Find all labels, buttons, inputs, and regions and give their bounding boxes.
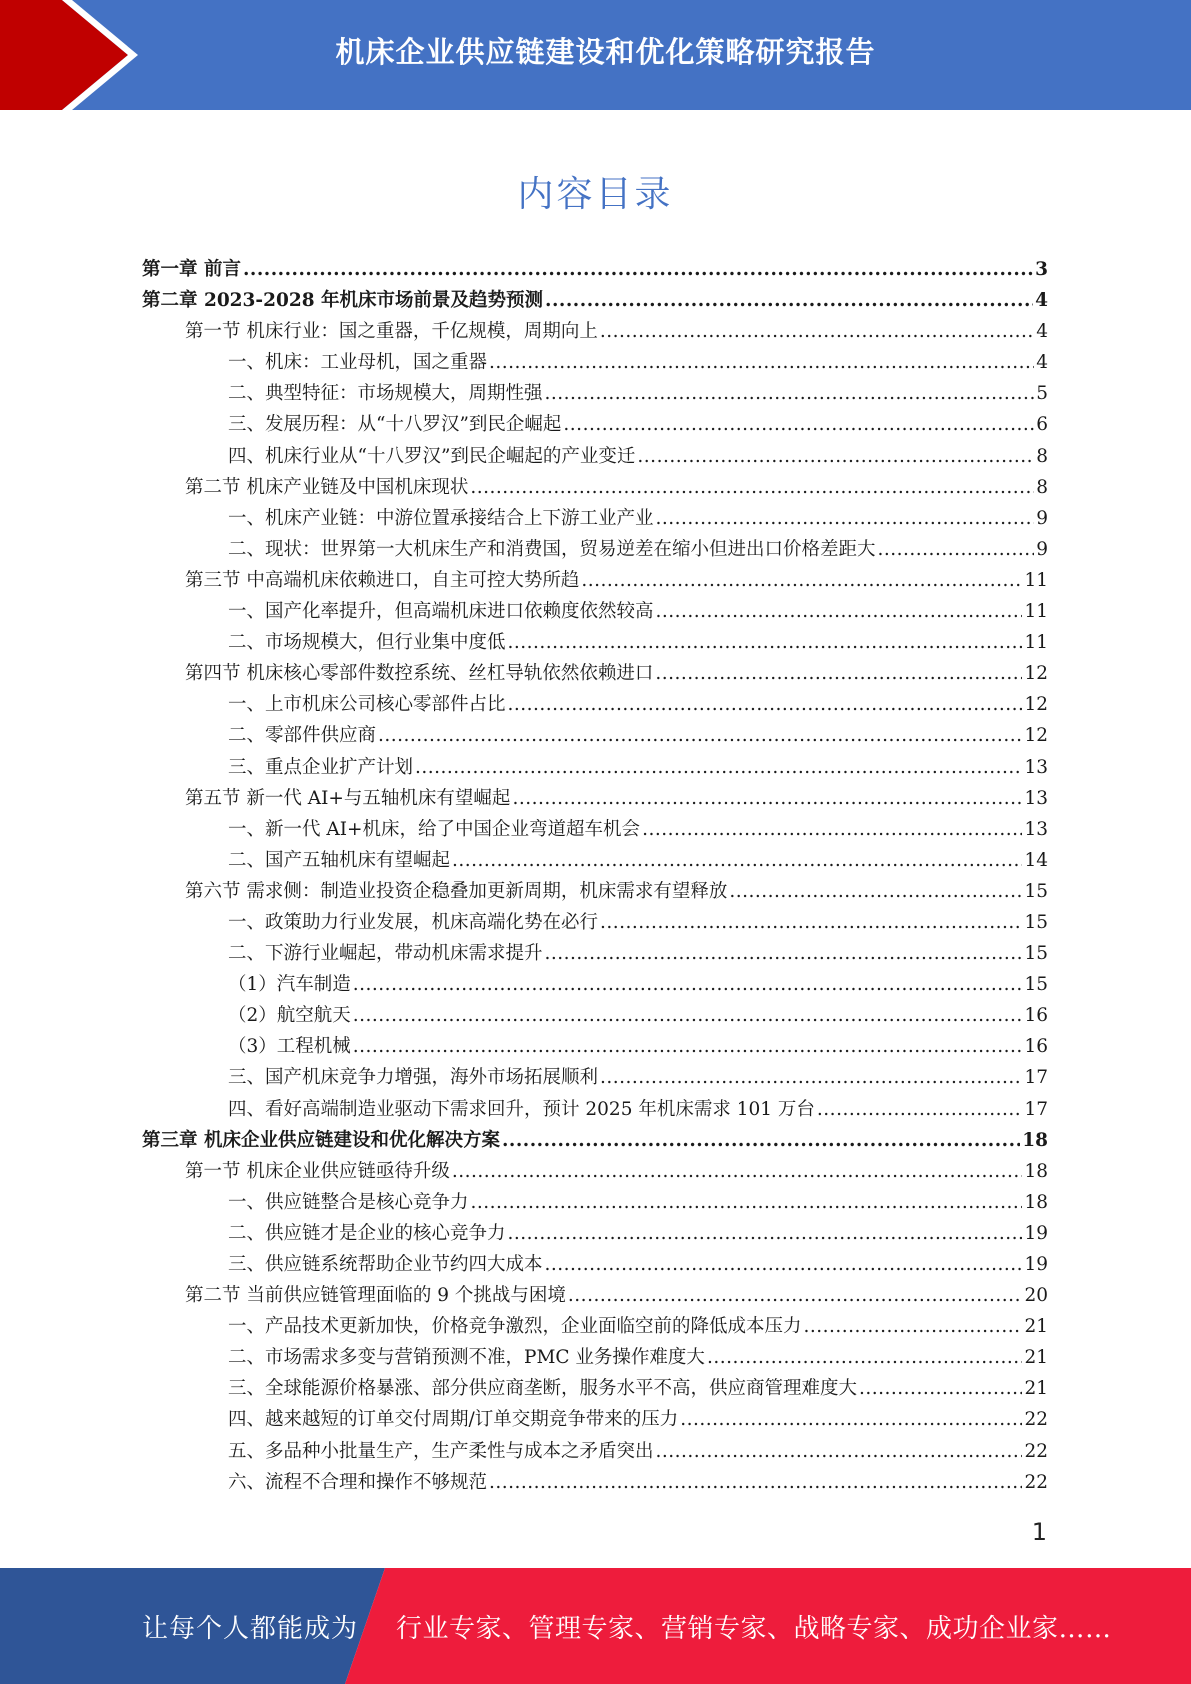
toc-entry-text: 二、下游行业崛起，带动机床需求提升: [228, 943, 543, 965]
toc-entry-text: 二、市场规模大，但行业集中度低: [228, 632, 506, 654]
toc-entry-page: 8: [1036, 445, 1048, 467]
toc-entry[interactable]: [142, 1125, 1048, 1156]
toc-entry[interactable]: [142, 938, 1048, 969]
toc-entry[interactable]: [142, 441, 1048, 472]
toc-entry[interactable]: [142, 1156, 1048, 1187]
toc-dot-leader: [508, 689, 1023, 713]
toc-entry-text: 第三章 机床企业供应链建设和优化解决方案: [142, 1129, 500, 1151]
toc-entry[interactable]: [142, 1280, 1048, 1311]
toc-entry-page: 13: [1024, 818, 1048, 840]
toc-dot-leader: [545, 378, 1035, 402]
toc-entry[interactable]: [142, 627, 1048, 658]
toc-dot-leader: [353, 1031, 1023, 1055]
toc-entry-page: 18: [1024, 1160, 1048, 1182]
toc-entry-page: 18: [1024, 1191, 1048, 1213]
toc-entry-text: 三、发展历程：从“十八罗汉”到民企崛起: [228, 414, 562, 436]
toc-entry[interactable]: [142, 378, 1048, 409]
toc-entry-text: 第四节 机床核心零部件数控系统、丝杠导轨依然依赖进口: [185, 663, 654, 685]
toc-dot-leader: [859, 1373, 1022, 1397]
toc-entry-page: 14: [1024, 849, 1048, 871]
toc-dot-leader: [512, 783, 1022, 807]
toc-entry-text: 第六节 需求侧：制造业投资企稳叠加更新周期，机床需求有望释放: [185, 880, 728, 902]
toc-entry-page: 12: [1024, 725, 1048, 747]
toc-entry-page: 12: [1024, 663, 1048, 685]
toc-entry-text: 第一节 机床企业供应链亟待升级: [185, 1160, 450, 1182]
toc-entry[interactable]: [142, 1249, 1048, 1280]
header-band: [0, 0, 1191, 110]
toc-entry[interactable]: [142, 1062, 1048, 1093]
toc-entry-page: 12: [1024, 694, 1048, 716]
toc-dot-leader: [729, 876, 1022, 900]
toc-entry-text: 一、机床：工业母机，国之重器: [228, 352, 488, 374]
toc-entry-page: 15: [1024, 880, 1048, 902]
toc-dot-leader: [489, 1467, 1022, 1491]
toc-entry[interactable]: [142, 254, 1048, 285]
toc-entry[interactable]: [142, 347, 1048, 378]
toc-entry[interactable]: [142, 752, 1048, 783]
toc-entry[interactable]: [142, 969, 1048, 1000]
toc-entry[interactable]: [142, 814, 1048, 845]
toc-entry-page: 18: [1022, 1129, 1048, 1151]
toc-dot-leader: [378, 720, 1022, 744]
toc-entry-text: 一、产品技术更新加快，价格竞争激烈，企业面临空前的降低成本压力: [228, 1316, 802, 1338]
toc-dot-leader: [470, 472, 1034, 496]
footer-slogan-right: 行业专家、管理专家、营销专家、战略专家、成功企业家……: [396, 1614, 1112, 1644]
toc-entry[interactable]: [142, 1373, 1048, 1404]
toc-dot-leader: [817, 1094, 1023, 1118]
toc-entry[interactable]: [142, 596, 1048, 627]
toc-dot-leader: [508, 627, 1023, 651]
page-number: 1: [1031, 1518, 1047, 1546]
toc-entry-page: 4: [1036, 352, 1048, 374]
toc-dot-leader: [471, 1187, 1023, 1211]
toc-entry-text: 二、现状：世界第一大机床生产和消费国，贸易逆差在缩小但进出口价格差距大: [228, 538, 876, 560]
toc-entry-page: 11: [1024, 569, 1048, 591]
toc-entry-text: 三、重点企业扩产计划: [228, 756, 414, 778]
toc-entry[interactable]: [142, 1031, 1048, 1062]
toc-entry[interactable]: [142, 565, 1048, 596]
toc-entry-text: 六、流程不合理和操作不够规范: [228, 1471, 488, 1493]
toc-entry-page: 22: [1024, 1440, 1048, 1462]
toc-entry[interactable]: [142, 1187, 1048, 1218]
toc-entry-text: 一、政策助力行业发展，机床高端化势在必行: [228, 911, 599, 933]
toc-entry-text: 二、零部件供应商: [228, 725, 377, 747]
toc-dot-leader: [243, 254, 1033, 278]
toc-entry[interactable]: [142, 316, 1048, 347]
toc-dot-leader: [656, 596, 1023, 620]
toc-entry-text: 一、上市机床公司核心零部件占比: [228, 694, 506, 716]
toc-dot-leader: [878, 534, 1035, 558]
toc-dot-leader: [655, 658, 1022, 682]
toc-dot-leader: [656, 1436, 1023, 1460]
toc-dot-leader: [545, 1249, 1023, 1273]
toc-entry-page: 19: [1024, 1254, 1048, 1275]
toc-entry-page: 17: [1024, 1098, 1048, 1120]
toc-dot-leader: [353, 1000, 1023, 1024]
toc-entry-text: （2）航空航天: [228, 1005, 351, 1027]
table-of-contents: [142, 254, 1048, 1498]
toc-dot-leader: [680, 1404, 1022, 1428]
toc-dot-leader: [637, 441, 1034, 465]
toc-entry[interactable]: [142, 1311, 1048, 1342]
toc-dot-leader: [707, 1342, 1023, 1366]
toc-entry-text: （3）工程机械: [228, 1036, 351, 1058]
toc-entry[interactable]: [142, 1094, 1048, 1125]
toc-entry[interactable]: [142, 845, 1048, 876]
toc-dot-leader: [508, 1218, 1023, 1242]
toc-dot-leader: [581, 565, 1022, 589]
toc-entry-page: 4: [1036, 321, 1048, 343]
toc-entry-text: 一、机床产业链：中游位置承接结合上下游工业产业: [228, 507, 654, 529]
toc-entry[interactable]: [142, 1467, 1048, 1498]
toc-entry-text: 一、国产化率提升，但高端机床进口依赖度依然较高: [228, 601, 654, 623]
toc-dot-leader: [489, 347, 1034, 371]
toc-dot-leader: [600, 316, 1034, 340]
toc-entry-page: 15: [1024, 943, 1048, 965]
toc-dot-leader: [502, 1125, 1020, 1149]
toc-entry[interactable]: [142, 503, 1048, 534]
toc-entry[interactable]: [142, 409, 1048, 440]
toc-entry-page: 19: [1024, 1222, 1048, 1244]
toc-entry-text: 第三节 中高端机床依赖进口，自主可控大势所趋: [185, 569, 580, 591]
toc-entry-text: 二、典型特征：市场规模大，周期性强: [228, 383, 543, 405]
toc-dot-leader: [600, 907, 1022, 931]
toc-entry-page: 20: [1024, 1285, 1048, 1307]
toc-entry-text: 第一节 机床行业：国之重器，千亿规模，周期向上: [185, 321, 598, 343]
toc-entry[interactable]: [142, 907, 1048, 938]
toc-dot-leader: [568, 1280, 1023, 1304]
toc-entry[interactable]: [142, 689, 1048, 720]
toc-entry[interactable]: [142, 534, 1048, 565]
toc-entry-page: 21: [1024, 1316, 1048, 1338]
toc-entry-page: 6: [1036, 414, 1048, 436]
footer-slogan-left: 让每个人都能成为: [142, 1614, 359, 1644]
toc-entry[interactable]: [142, 472, 1048, 503]
toc-entry[interactable]: [142, 783, 1048, 814]
toc-entry-text: 第二节 当前供应链管理面临的 9 个挑战与困境: [185, 1285, 566, 1307]
toc-entry-page: 9: [1036, 507, 1048, 529]
toc-entry-page: 11: [1024, 632, 1048, 654]
toc-entry[interactable]: [142, 720, 1048, 751]
toc-entry-text: 一、新一代 AI+机床，给了中国企业弯道超车机会: [228, 818, 641, 840]
toc-entry-page: 13: [1024, 756, 1048, 778]
toc-entry-text: 四、越来越短的订单交付周期/订单交期竞争带来的压力: [228, 1409, 679, 1431]
toc-entry-page: 21: [1024, 1347, 1048, 1369]
toc-entry[interactable]: [142, 876, 1048, 907]
toc-entry-page: 22: [1024, 1471, 1048, 1493]
toc-dot-leader: [804, 1311, 1023, 1335]
toc-entry-page: 16: [1024, 1036, 1048, 1058]
toc-entry-text: 第二节 机床产业链及中国机床现状: [185, 476, 469, 498]
toc-entry-text: 第五节 新一代 AI+与五轴机床有望崛起: [185, 787, 511, 809]
toc-entry[interactable]: [142, 1404, 1048, 1435]
toc-entry-page: 8: [1036, 476, 1048, 498]
toc-entry-text: 四、机床行业从“十八罗汉”到民企崛起的产业变迁: [228, 445, 636, 467]
toc-heading: 内容目录: [517, 174, 674, 215]
toc-dot-leader: [600, 1062, 1022, 1086]
toc-entry-text: 第一章 前言: [142, 259, 241, 280]
toc-entry[interactable]: [142, 285, 1048, 316]
toc-entry-text: 第二章 2023-2028 年机床市场前景及趋势预测: [142, 290, 544, 312]
toc-entry-page: 9: [1036, 538, 1048, 560]
toc-entry[interactable]: [142, 1218, 1048, 1249]
toc-entry-text: 二、市场需求多变与营销预测不准，PMC 业务操作难度大: [228, 1347, 705, 1369]
toc-entry-text: 二、国产五轴机床有望崛起: [228, 849, 451, 871]
toc-dot-leader: [452, 1156, 1023, 1180]
toc-entry-page: 15: [1024, 911, 1048, 933]
toc-entry-page: 5: [1036, 383, 1048, 405]
toc-entry-text: 一、供应链整合是核心竞争力: [228, 1191, 469, 1213]
toc-entry-page: 22: [1024, 1409, 1048, 1431]
toc-entry-text: 三、供应链系统帮助企业节约四大成本: [228, 1254, 543, 1275]
toc-entry-page: 21: [1024, 1378, 1048, 1400]
toc-dot-leader: [545, 285, 1033, 309]
toc-entry-page: 11: [1024, 601, 1048, 623]
toc-entry[interactable]: [142, 1436, 1048, 1467]
toc-entry-page: 3: [1035, 259, 1048, 280]
toc-dot-leader: [415, 752, 1022, 776]
toc-dot-leader: [656, 503, 1035, 527]
toc-entry-text: 三、国产机床竞争力增强，海外市场拓展顺利: [228, 1067, 599, 1089]
report-title: 机床企业供应链建设和优化策略研究报告: [335, 35, 876, 69]
toc-entry-page: 15: [1024, 974, 1048, 996]
toc-entry[interactable]: [142, 658, 1048, 689]
toc-entry[interactable]: [142, 1000, 1048, 1031]
toc-dot-leader: [642, 814, 1022, 838]
toc-entry-text: 三、全球能源价格暴涨、部分供应商垄断，服务水平不高，供应商管理难度大: [228, 1378, 858, 1400]
toc-dot-leader: [563, 409, 1034, 433]
toc-entry-text: 五、多品种小批量生产，生产柔性与成本之矛盾突出: [228, 1440, 654, 1462]
toc-dot-leader: [452, 845, 1022, 869]
toc-dot-leader: [353, 969, 1023, 993]
toc-entry-page: 17: [1024, 1067, 1048, 1089]
toc-entry-page: 13: [1024, 787, 1048, 809]
toc-entry-text: 四、看好高端制造业驱动下需求回升，预计 2025 年机床需求 101 万台: [228, 1098, 815, 1120]
toc-dot-leader: [545, 938, 1023, 962]
toc-entry-text: 二、供应链才是企业的核心竞争力: [228, 1222, 506, 1244]
toc-entry[interactable]: [142, 1342, 1048, 1373]
footer-band: [0, 1568, 1191, 1684]
toc-entry-page: 4: [1035, 290, 1048, 312]
toc-entry-text: （1）汽车制造: [228, 974, 351, 996]
toc-entry-page: 16: [1024, 1005, 1048, 1027]
